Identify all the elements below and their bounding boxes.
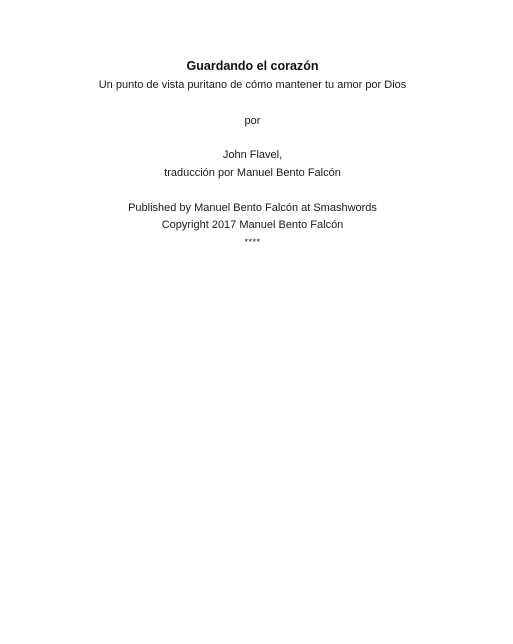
publisher-line: Published by Manuel Bento Falcón at Smashwords xyxy=(128,202,377,214)
book-subtitle: Un punto de vista puritano de cómo mantener tu amor por Dios xyxy=(98,79,407,91)
author-name: John Flavel, xyxy=(222,149,283,161)
section-separator: **** xyxy=(244,237,261,247)
by-label: por xyxy=(244,115,261,127)
copyright-line: Copyright 2017 Manuel Bento Falcón xyxy=(161,219,344,231)
translator-credit: traducción por Manuel Bento Falcón xyxy=(164,167,341,179)
book-title: Guardando el corazón xyxy=(186,59,319,73)
